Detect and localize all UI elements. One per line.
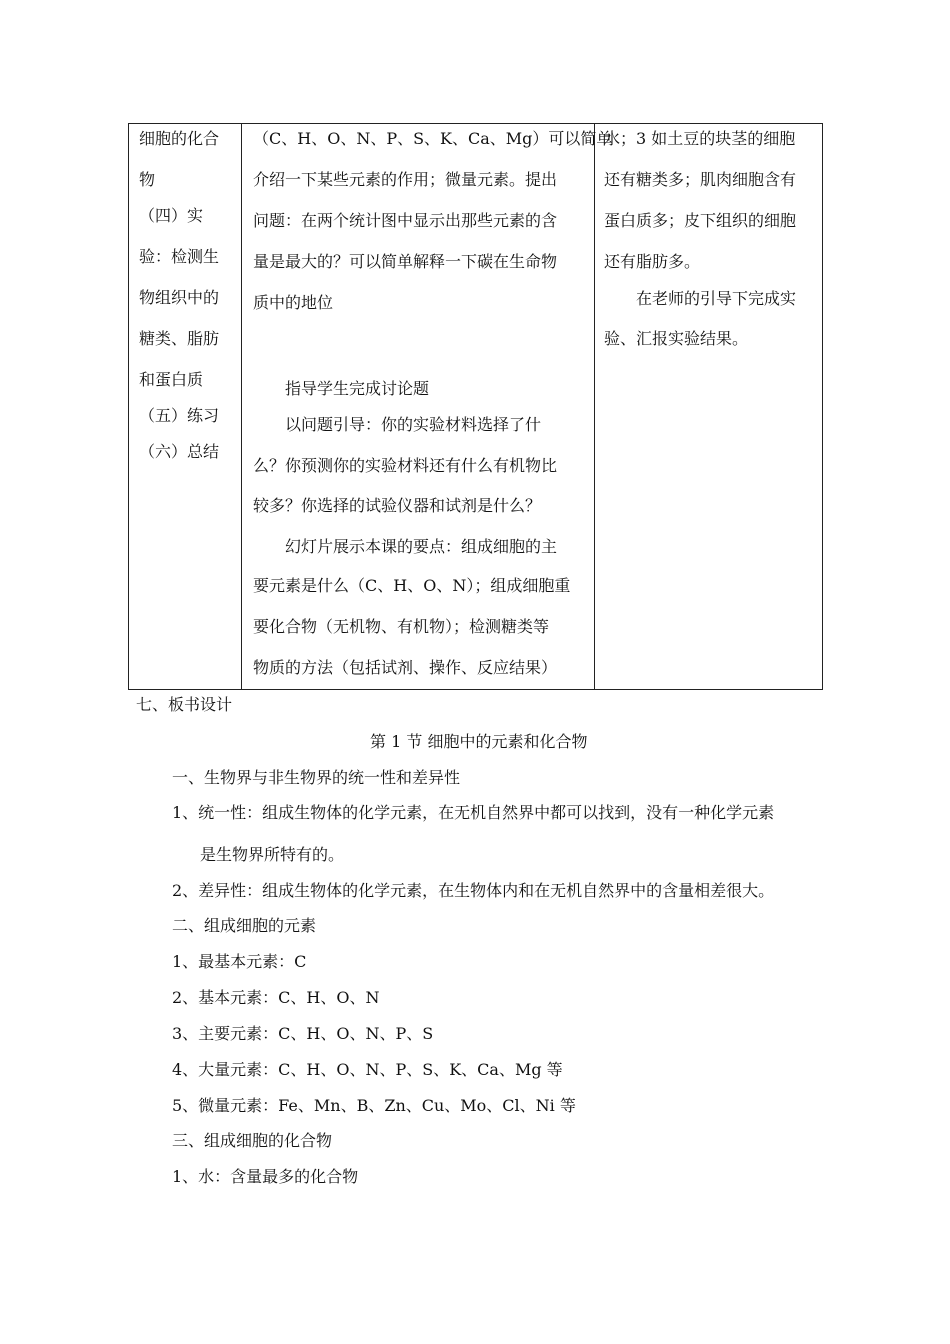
table-cell-text: 细胞的化合 [139, 129, 220, 148]
table-cell-text: 还有脂肪多。 [604, 252, 701, 271]
board-line: 5、微量元素：Fe、Mn、B、Zn、Cu、Mo、Cl、Ni 等 [172, 1096, 576, 1115]
table-cell-text: 糖类、脂肪 [139, 329, 220, 348]
table-cell-text: 幻灯片展示本课的要点：组成细胞的主 [285, 537, 558, 556]
table-cell-text: 指导学生完成讨论题 [285, 379, 430, 398]
lesson-table [128, 123, 823, 690]
board-line: 二、组成细胞的元素 [172, 916, 317, 935]
board-line: 1、水：含量最多的化合物 [172, 1167, 359, 1186]
table-cell-text: 要元素是什么（C、H、O、N）；组成细胞重 [253, 576, 571, 595]
table-cell-text: 和蛋白质 [139, 370, 204, 389]
table-cell-text: 么？你预测你的实验材料还有什么有机物比 [253, 456, 558, 475]
board-line: 三、组成细胞的化合物 [172, 1131, 333, 1150]
board-line: 1、统一性：组成生物体的化学元素，在无机自然界中都可以找到，没有一种化学元素 [172, 803, 775, 822]
table-cell-text: 物 [139, 170, 156, 189]
table-cell-text: 介绍一下某些元素的作用；微量元素。提出 [253, 170, 558, 189]
table-cell-text: 还有糖类多；肌肉细胞含有 [604, 170, 797, 189]
table-cell-text: 水；3 如土豆的块茎的细胞 [604, 129, 796, 148]
table-cell-text: （C、H、O、N、P、S、K、Ca、Mg）可以简单 [253, 129, 613, 148]
board-line: 一、生物界与非生物界的统一性和差异性 [172, 768, 461, 787]
table-cell-text: 要化合物（无机物、有机物）；检测糖类等 [253, 617, 550, 636]
board-line: 2、差异性：组成生物体的化学元素，在生物体内和在无机自然界中的含量相差很大。 [172, 881, 775, 900]
board-title: 第 1 节 细胞中的元素和化合物 [370, 732, 588, 751]
table-cell-text: （六）总结 [139, 442, 220, 461]
board-line: 2、基本元素：C、H、O、N [172, 988, 380, 1007]
section-heading: 七、板书设计 [136, 695, 233, 714]
board-line: 3、主要元素：C、H、O、N、P、S [172, 1024, 434, 1043]
table-cell-text: （五）练习 [139, 406, 220, 425]
board-line: 是生物界所特有的。 [200, 845, 345, 864]
table-divider-1 [241, 124, 242, 689]
table-cell-text: 物组织中的 [139, 288, 220, 307]
board-line: 1、最基本元素：C [172, 952, 307, 971]
table-cell-text: 验：检测生 [139, 247, 220, 266]
table-cell-text: 蛋白质多；皮下组织的细胞 [604, 211, 797, 230]
table-cell-text: 验、汇报实验结果。 [604, 329, 749, 348]
table-cell-text: 质中的地位 [253, 293, 334, 312]
board-line: 4、大量元素：C、H、O、N、P、S、K、Ca、Mg 等 [172, 1060, 563, 1079]
table-cell-text: 在老师的引导下完成实 [636, 289, 797, 308]
table-cell-text: 较多？你选择的试验仪器和试剂是什么？ [253, 496, 542, 515]
table-cell-text: 量是最大的？可以简单解释一下碳在生命物 [253, 252, 558, 271]
table-divider-2 [594, 124, 595, 689]
table-cell-text: 问题：在两个统计图中显示出那些元素的含 [253, 211, 558, 230]
table-cell-text: 物质的方法（包括试剂、操作、反应结果） [253, 658, 558, 677]
table-cell-text: 以问题引导：你的实验材料选择了什 [285, 415, 542, 434]
table-cell-text: （四）实 [139, 206, 204, 225]
